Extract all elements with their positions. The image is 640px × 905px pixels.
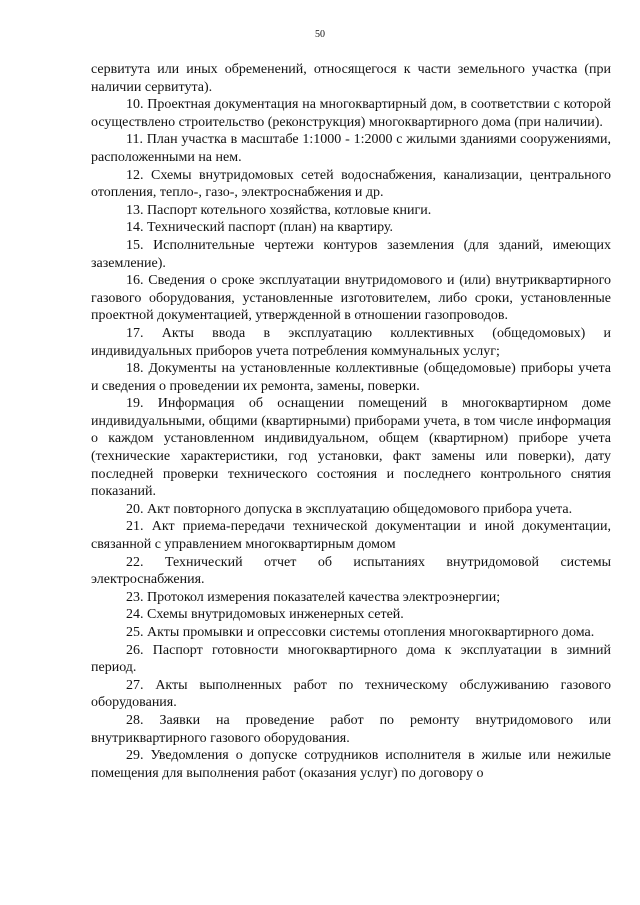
list-item-28: 28. Заявки на проведение работ по ремонту внутридомового или внутриквартирного газового оборудования. bbox=[91, 712, 611, 746]
list-item-11: 11. План участка в масштабе 1:1000 - 1:2000 с жилыми зданиями сооружениями, расположенными на нем. bbox=[91, 132, 611, 165]
list-item-19: 19. Информация об оснащении помещений в многоквартирном доме индивидуальными, общими (квартирными) приборами учета, в том числе информация о каждом установленном индивидуальном, общем (квартирном) приборе учета (технические характеристики, год установки, факт замены или поверки), дату последней проверки технического состояния и последнего контрольного снятия показаний. bbox=[91, 396, 611, 500]
list-item-25: 25. Акты промывки и опрессовки системы отопления многоквартирного дома. bbox=[126, 625, 595, 640]
list-item-18: 18. Документы на установленные коллективные (общедомовые) приборы учета и сведения о проведении их ремонта, замены, поверки. bbox=[91, 361, 611, 394]
list-item-24: 24. Схемы внутридомовых инженерных сетей. bbox=[126, 607, 404, 623]
list-item-14: 14. Технический паспорт (план) на квартиру. bbox=[126, 220, 393, 236]
list-item-16: 16. Сведения о сроке эксплуатации внутридомового и (или) внутриквартирного газового оборудования, установленные изготовителем, либо сроки, установленные проектной документацией, утвержденной в отношении газопроводов. bbox=[91, 273, 611, 324]
list-item-20: 20. Акт повторного допуска в эксплуатацию общедомового прибора учета. bbox=[126, 501, 573, 517]
list-item-22: 22. Технический отчет об испытаниях внутридомовой системы электроснабжения. bbox=[91, 554, 611, 588]
list-item-17: 17. Акты ввода в эксплуатацию коллективных (общедомовых) и индивидуальных приборов учета потребления коммунальных услуг; bbox=[91, 325, 611, 359]
list-item-13: 13. Паспорт котельного хозяйства, котловые книги. bbox=[126, 202, 432, 218]
paragraph-continuation: сервитута или иных обременений, относящегося к части земельного участка (при наличии сервитута). bbox=[91, 62, 611, 95]
list-item-15: 15. Исполнительные чертежи контуров заземления (для зданий, имеющих заземление). bbox=[91, 237, 611, 271]
list-item-23: 23. Протокол измерения показателей качества электроэнергии; bbox=[126, 589, 501, 605]
list-item-26: 26. Паспорт готовности многоквартирного дома к эксплуатации в зимний период. bbox=[91, 642, 611, 676]
list-item-27: 27. Акты выполненных работ по техническому обслуживанию газового оборудования. bbox=[91, 677, 611, 711]
list-item-21: 21. Акт приема-передачи технической документации и иной документации, связанной с управлением многоквартирным домом bbox=[91, 519, 611, 553]
page-number: 50 bbox=[315, 29, 325, 40]
list-item-10: 10. Проектная документация на многоквартирный дом, в соответствии с которой осуществлено строительство (реконструкция) многоквартирного дома (при наличии). bbox=[91, 97, 611, 130]
list-item-12: 12. Схемы внутридомовых сетей водоснабжения, канализации, центрального отопления, тепло-, газо-, электроснабжения и др. bbox=[91, 167, 611, 201]
list-item-29: 29. Уведомления о допуске сотрудников исполнителя в жилые или нежилые помещения для выполнения работ (оказания услуг) по договору о bbox=[91, 748, 611, 781]
document-body bbox=[91, 61, 611, 782]
